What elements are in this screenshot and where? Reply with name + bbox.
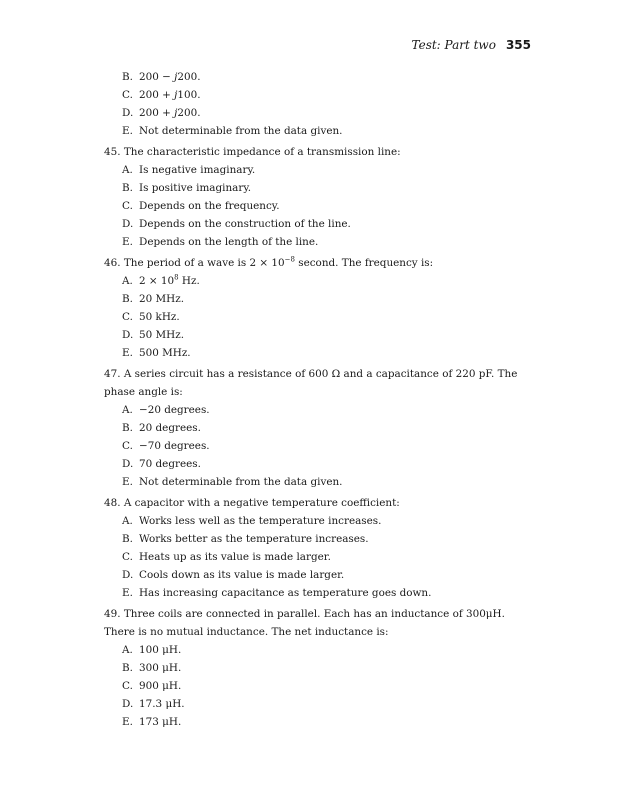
option-text: 50 kHz.	[139, 311, 180, 323]
page-number: 355	[505, 38, 531, 52]
running-title: Test: Part two	[411, 38, 496, 52]
option-46-e: E. 500 MHz.	[104, 344, 526, 362]
option-47-b: B. 20 degrees.	[104, 419, 526, 437]
option-45-e: E. Depends on the length of the line.	[104, 233, 526, 251]
option-46-b: B. 20 MHz.	[104, 290, 526, 308]
option-text: 20 MHz.	[139, 293, 185, 305]
option-text: 500 MHz.	[139, 347, 191, 359]
page-header	[412, 38, 531, 52]
option-48-b: B. Works better as the temperature increases.	[104, 530, 526, 548]
option-46-d: D. 50 MHz.	[104, 326, 526, 344]
option-text: 20 degrees.	[139, 422, 201, 434]
option-48-d: D. Cools down as its value is made larger.	[104, 566, 526, 584]
option-letter: E.	[122, 125, 133, 137]
option-text: Is negative imaginary.	[139, 164, 256, 176]
option-text: Has increasing capacitance as temperature goes down.	[139, 587, 432, 599]
option-49-a: A. 100 μH.	[104, 641, 526, 659]
option-44-b	[104, 68, 526, 86]
question-47: 47. A series circuit has a resistance of 600 Ω and a capacitance of 220 pF. The phase angle is:	[104, 368, 518, 398]
question-49: 49. Three coils are connected in parallel. Each has an inductance of 300μH. There is no mutual inductance. The net inductance is:	[104, 608, 505, 638]
option-text: 173 μH.	[139, 716, 182, 728]
option-text: Not determinable from the data given.	[139, 125, 343, 137]
option-48-e: E. Has increasing capacitance as temperature goes down.	[104, 584, 526, 602]
option-48-c: C. Heats up as its value is made larger.	[104, 548, 526, 566]
question-46: 46. The period of a wave is $2 \times 10^{-8}$ second. The frequency is:	[104, 255, 434, 269]
option-text: Depends on the length of the line.	[139, 236, 319, 248]
option-44-d	[104, 104, 526, 122]
option-49-c: C. 900 μH.	[104, 677, 526, 695]
option-45-a: A. Is negative imaginary.	[104, 161, 526, 179]
option-text: 200 − j200.	[139, 71, 201, 83]
option-48-a: A. Works less well as the temperature increases.	[104, 512, 526, 530]
option-text: −20 degrees.	[139, 404, 210, 416]
option-45-d: D. Depends on the construction of the line.	[104, 215, 526, 233]
option-text: Not determinable from the data given.	[139, 476, 343, 488]
option-47-d: D. 70 degrees.	[104, 455, 526, 473]
option-letter: C.	[122, 89, 133, 101]
question-45: 45. The characteristic impedance of a transmission line:	[104, 146, 401, 158]
option-letter: D.	[122, 107, 134, 119]
option-text: 900 μH.	[139, 680, 182, 692]
option-text: Depends on the frequency.	[139, 200, 280, 212]
option-text: 300 μH.	[139, 662, 182, 674]
option-46-a: A. $2 \times 10^8$ Hz.	[104, 272, 526, 290]
option-letter: B.	[122, 71, 133, 83]
option-text: $2 \times 10^8$ Hz.	[139, 273, 200, 287]
option-49-e: E. 173 μH.	[104, 713, 526, 731]
option-44-c	[104, 86, 526, 104]
option-47-c: C. −70 degrees.	[104, 437, 526, 455]
question-48: 48. A capacitor with a negative temperature coefficient:	[104, 497, 400, 509]
option-text: 100 μH.	[139, 644, 182, 656]
option-text: 50 MHz.	[139, 329, 185, 341]
option-text: Cools down as its value is made larger.	[139, 569, 345, 581]
option-text: 17.3 μH.	[139, 698, 185, 710]
option-47-e: E. Not determinable from the data given.	[104, 473, 526, 491]
option-text: 70 degrees.	[139, 458, 201, 470]
option-49-b: B. 300 μH.	[104, 659, 526, 677]
option-46-c: C. 50 kHz.	[104, 308, 526, 326]
option-text: Heats up as its value is made larger.	[139, 551, 331, 563]
option-text: Is positive imaginary.	[139, 182, 252, 194]
page-content	[104, 68, 526, 731]
option-text: Depends on the construction of the line.	[139, 218, 351, 230]
option-44-e	[104, 122, 526, 140]
option-text: Works less well as the temperature increases.	[139, 515, 382, 527]
option-49-d: D. 17.3 μH.	[104, 695, 526, 713]
option-text: Works better as the temperature increases.	[139, 533, 369, 545]
option-45-b: B. Is positive imaginary.	[104, 179, 526, 197]
option-text: 200 + j100.	[139, 89, 201, 101]
option-45-c: C. Depends on the frequency.	[104, 197, 526, 215]
option-text: −70 degrees.	[139, 440, 210, 452]
option-47-a: A. −20 degrees.	[104, 401, 526, 419]
option-text: 200 + j200.	[139, 107, 201, 119]
